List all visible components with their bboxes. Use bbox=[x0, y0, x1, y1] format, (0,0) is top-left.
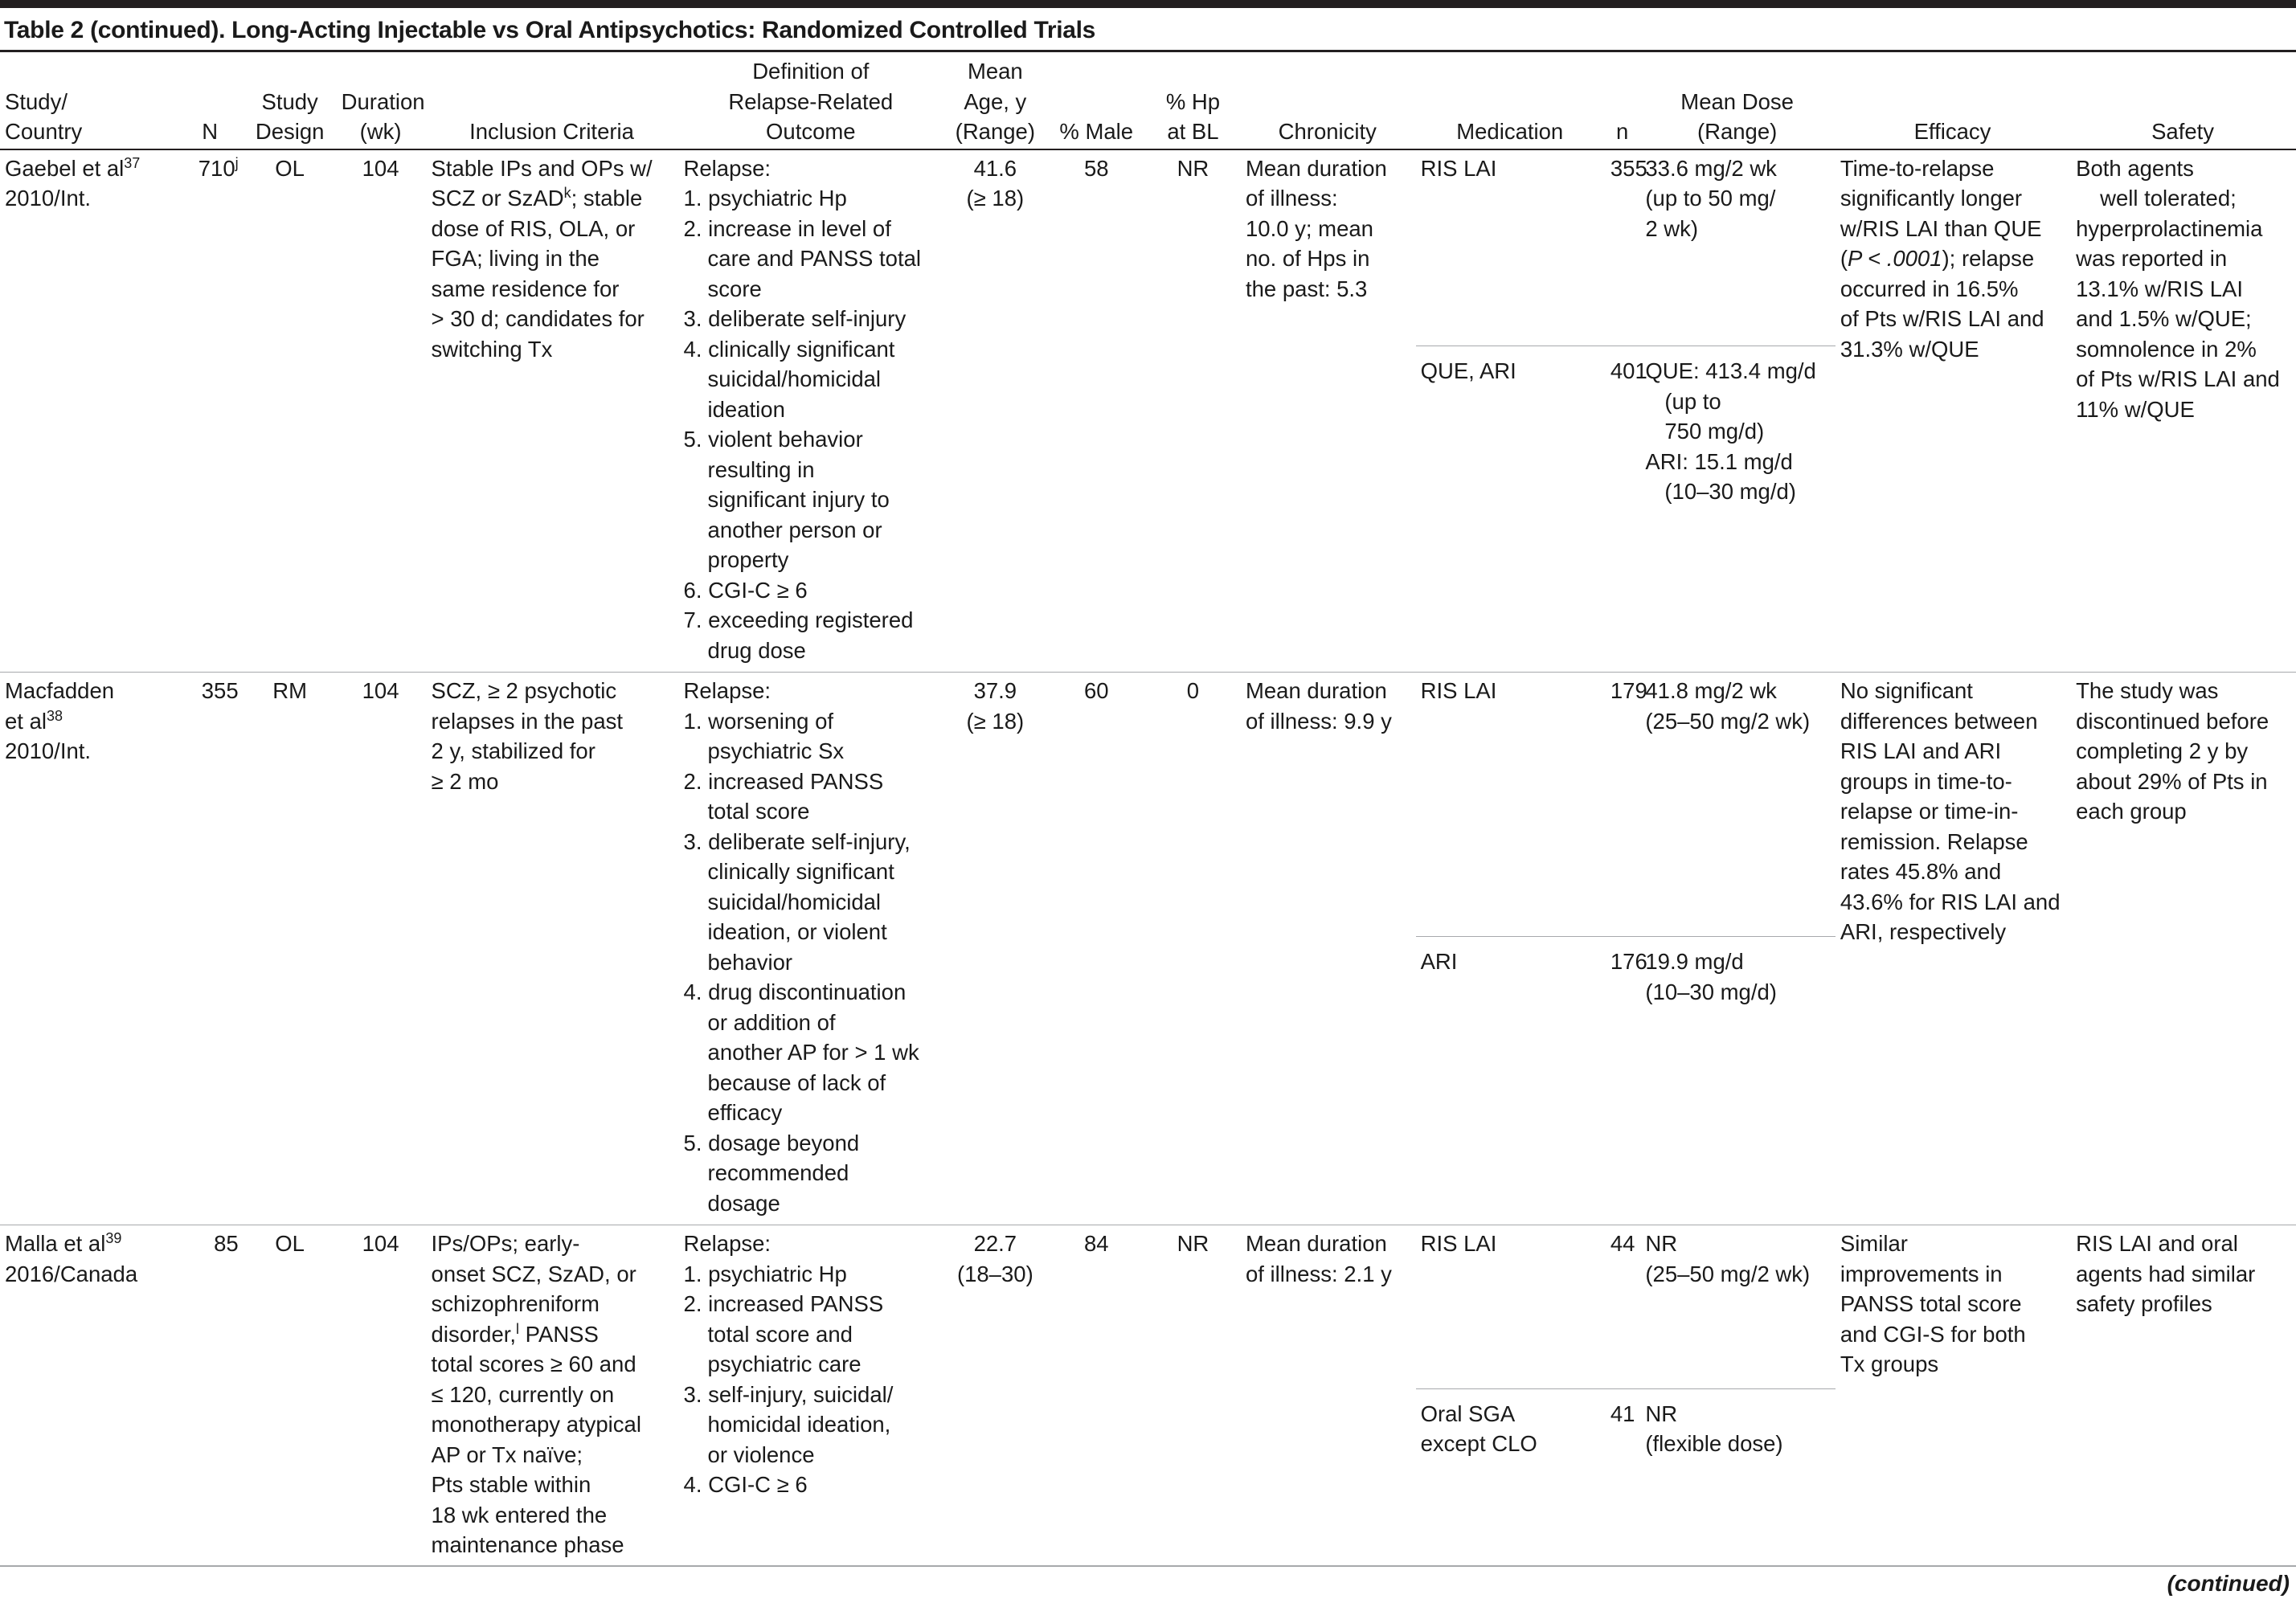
cell-inclusion: SCZ, ≥ 2 psychotic relapses in the past 2 y, stabilized for ≥ 2 mo bbox=[427, 673, 679, 1225]
cell-arm-n: 44 bbox=[1606, 1225, 1641, 1389]
header-chronicity: Chronicity bbox=[1241, 53, 1416, 149]
cell-medication: RIS LAI bbox=[1416, 1225, 1606, 1389]
table-title: Table 2 (continued). Long-Acting Injectable vs Oral Antipsychotics: Randomized Controlled Trials bbox=[4, 17, 1096, 43]
table-row-malla bbox=[0, 1225, 2296, 1389]
definition-item: homicidal ideation, bbox=[707, 1412, 891, 1437]
cell-age: 41.6 (≥ 18) bbox=[966, 155, 1025, 211]
reference-marker: 38 bbox=[46, 707, 63, 724]
cell-hp: 0 bbox=[1147, 673, 1241, 1225]
definition-item: 6. CGI-C ≥ 6 bbox=[683, 577, 808, 603]
cell-dose: 33.6 mg/2 wk (up to 50 mg/ 2 wk) bbox=[1645, 155, 1777, 241]
cell-efficacy: Time-to-relapse significantly longer w/RIS LAI than QUE (P < .0001); relapse occurred in 16.5% of Pts w/RIS LAI and 31.3% w/QUE bbox=[1840, 155, 2044, 362]
cell-design: RM bbox=[245, 673, 337, 1225]
footnote-marker: j bbox=[235, 154, 239, 171]
definition-item: property bbox=[707, 547, 789, 572]
cell-chronicity: Mean duration of illness: 10.0 y; mean no. of Hps in the past: 5.3 bbox=[1245, 155, 1387, 301]
header-medication: Medication bbox=[1416, 53, 1606, 149]
header-definition: Definition of Relapse-Related Outcome bbox=[679, 53, 945, 149]
header-safety: Safety bbox=[2071, 53, 2296, 149]
definition-item: another person or bbox=[707, 517, 882, 542]
top-rule bbox=[0, 0, 2296, 8]
cell-arm-n: 355 bbox=[1610, 155, 1647, 181]
definition-item-number: 2. bbox=[683, 1291, 702, 1316]
header-design: Study Design bbox=[245, 53, 337, 149]
definition-item-number: 3. bbox=[683, 306, 702, 331]
definition-item-number: 7. bbox=[683, 607, 702, 632]
cell-n: 355 bbox=[177, 673, 245, 1225]
cell-male: 84 bbox=[1048, 1225, 1147, 1567]
definition-item: 2. increased PANSS bbox=[683, 1291, 884, 1316]
definition-item-number: 4. bbox=[683, 979, 702, 1004]
cell-hp: NR bbox=[1147, 1225, 1241, 1567]
cell-study: Malla et $al^{39}$ 2016/Canada bbox=[0, 1225, 177, 1567]
definition-item-number: 4. bbox=[683, 1472, 702, 1497]
cell-arm-n: 401 bbox=[1606, 346, 1641, 673]
definition-item: 7. exceeding registered bbox=[683, 607, 914, 632]
definition-heading: Relapse: bbox=[683, 678, 771, 703]
definition-item: 1. psychiatric Hp bbox=[683, 186, 847, 211]
definition-item: drug dose bbox=[707, 637, 806, 663]
cell-study: Macfadden et $al^{38}$ 2010/Int. bbox=[0, 673, 177, 1225]
cell-arm-n: 176 bbox=[1606, 937, 1641, 1225]
cell-safety: Both agents well tolerated; hyperprolactinemia was reported in 13.1% w/RIS LAI and 1.5% w/QUE; somnolence in 2% of Pts w/RIS LAI and 11% w/QUE bbox=[2076, 155, 2280, 422]
cell-efficacy: Similar improvements in PANSS total score and CGI-S for both Tx groups bbox=[1836, 1225, 2071, 1567]
cell-medication: RIS LAI bbox=[1420, 155, 1497, 181]
definition-item: or addition of bbox=[707, 1009, 836, 1035]
cell-age: 22.7 (18–30) bbox=[944, 1225, 1047, 1567]
definition-item-number: 1. bbox=[683, 1261, 702, 1286]
cell-safety: RIS LAI and oral agents had similar safety profiles bbox=[2071, 1225, 2296, 1567]
cell-design: OL bbox=[275, 155, 305, 181]
definition-item: 1. worsening of bbox=[683, 708, 834, 734]
definition-heading: Relapse: bbox=[683, 1231, 771, 1256]
definition-item-number: 4. bbox=[683, 336, 702, 362]
cell-chronicity: Mean duration of illness: 9.9 y bbox=[1241, 673, 1416, 1225]
cell-n: 85 bbox=[177, 1225, 245, 1567]
cell-inclusion: IPs/OPs; early- onset SCZ, SzAD, or schizophreniform disorder,$^l$ PANSS total scores ≥ 60 and ≤ 120, currently on monotherapy atypical AP or Tx naïve; Pts stable within 18 wk entered the maintenance phase bbox=[427, 1225, 679, 1567]
definition-item: 3. deliberate self-injury bbox=[683, 306, 907, 331]
continued-label: (continued) bbox=[2167, 1571, 2290, 1596]
cell-inclusion: Stable IPs and OPs w/ SCZ or SzAD$^k$; stable dose of RIS, OLA, or FGA; living in the same residence for > 30 d; candidates for switching Tx bbox=[431, 155, 653, 362]
definition-item-number: 3. bbox=[683, 1381, 702, 1407]
cell-safety: The study was discontinued before completing 2 y by about 29% of Pts in each group bbox=[2071, 673, 2296, 1225]
rct-table bbox=[0, 53, 2296, 1567]
cell-male: 60 bbox=[1048, 673, 1147, 1225]
cell-medication: ARI bbox=[1416, 937, 1606, 1225]
definition-item: because of lack of bbox=[707, 1069, 886, 1095]
cell-chronicity: Mean duration of illness: 2.1 y bbox=[1241, 1225, 1416, 1567]
cell-duration: 104 bbox=[337, 1225, 427, 1567]
cell-duration: 104 bbox=[337, 673, 427, 1225]
definition-item: significant injury to bbox=[707, 487, 890, 512]
cell-dose: NR (flexible dose) bbox=[1640, 1388, 1835, 1566]
bottom-rule bbox=[0, 1565, 2296, 1567]
definition-item: 3. self-injury, suicidal/ bbox=[683, 1381, 894, 1407]
definition-item: clinically significant bbox=[707, 859, 894, 884]
header-efficacy: Efficacy bbox=[1836, 53, 2071, 149]
cell-dose: 41.8 mg/2 wk (25–50 mg/2 wk) bbox=[1640, 673, 1835, 937]
definition-item: behavior bbox=[707, 949, 793, 975]
cell-arm-n: 179 bbox=[1606, 673, 1641, 937]
definition-item: suicidal/homicidal bbox=[707, 366, 882, 391]
definition-item: total score and bbox=[707, 1321, 853, 1347]
definition-item-number: 1. bbox=[683, 708, 702, 734]
definition-item: 2. increase in level of bbox=[683, 215, 891, 241]
cell-definition bbox=[679, 673, 945, 1225]
definition-item: total score bbox=[707, 799, 810, 824]
definition-item: 5. violent behavior bbox=[683, 427, 863, 452]
definition-item-number: 5. bbox=[683, 1130, 702, 1155]
cell-arm-n: 41 bbox=[1606, 1388, 1641, 1566]
header-male: % Male bbox=[1048, 53, 1147, 149]
definition-heading: Relapse: bbox=[683, 155, 771, 181]
cell-study: Gaebel et $al^{37}$ 2010/Int. bbox=[5, 154, 141, 211]
footnote-marker: k bbox=[563, 184, 571, 201]
cell-male: 58 bbox=[1083, 155, 1109, 181]
table-body bbox=[0, 149, 2296, 1567]
header-study: Study/ Country bbox=[0, 53, 177, 149]
table-row-macfadden bbox=[0, 673, 2296, 937]
cell-definition bbox=[679, 1225, 945, 1567]
reference-marker: 39 bbox=[105, 1229, 122, 1246]
cell-dose: NR (25–50 mg/2 wk) bbox=[1640, 1225, 1835, 1389]
header-hp: % Hp at BL bbox=[1147, 53, 1241, 149]
header-dose: Mean Dose (Range) bbox=[1640, 53, 1835, 149]
definition-item: 2. increased PANSS bbox=[683, 768, 884, 794]
cell-duration: 104 bbox=[362, 155, 399, 181]
cell-hp: NR bbox=[1177, 155, 1209, 181]
cell-design: OL bbox=[245, 1225, 337, 1567]
definition-item: efficacy bbox=[707, 1100, 783, 1125]
table-header bbox=[0, 53, 2296, 149]
header-inclusion: Inclusion Criteria bbox=[427, 53, 679, 149]
definition-item-number: 2. bbox=[683, 215, 702, 241]
cell-medication: QUE, ARI bbox=[1416, 346, 1606, 673]
definition-item: dosage bbox=[707, 1190, 780, 1216]
definition-item: ideation bbox=[707, 396, 785, 422]
header-age: Mean Age, y (Range) bbox=[944, 53, 1047, 149]
definition-item: ideation, or violent bbox=[707, 919, 887, 944]
definition-item: 4. CGI-C ≥ 6 bbox=[683, 1472, 808, 1497]
definition-item: care and PANSS total bbox=[707, 246, 921, 271]
header-n: N bbox=[177, 53, 245, 149]
cell-dose: QUE: 413.4 mg/d (up to 750 mg/d) ARI: 15.1 mg/d (10–30 mg/d) bbox=[1640, 346, 1835, 673]
definition-item: another AP for > 1 wk bbox=[707, 1040, 919, 1065]
definition-item: 5. dosage beyond bbox=[683, 1130, 860, 1155]
cell-age: 37.9 (≥ 18) bbox=[944, 673, 1047, 1225]
definition-item: suicidal/homicidal bbox=[707, 889, 882, 914]
title-rule bbox=[0, 50, 2296, 52]
definition-item-number: 1. bbox=[683, 186, 702, 211]
definition-item: 1. psychiatric Hp bbox=[683, 1261, 847, 1286]
definition-item: score bbox=[707, 276, 762, 301]
footnote-marker: l bbox=[516, 1320, 520, 1337]
definition-item-number: 2. bbox=[683, 768, 702, 794]
table-row-gaebel bbox=[0, 149, 2296, 346]
cell-efficacy: No significant differences between RIS LAI and ARI groups in time-to- relapse or time-in- remission. Relapse rates 45.8% and 43.6% for RIS LAI and ARI, respectively bbox=[1836, 673, 2071, 1225]
definition-item-number: 6. bbox=[683, 577, 702, 603]
definition-item: psychiatric Sx bbox=[707, 738, 845, 763]
definition-item: or violence bbox=[707, 1441, 815, 1467]
definition-item: 3. deliberate self-injury, bbox=[683, 828, 911, 854]
definition-item-number: 5. bbox=[683, 427, 702, 452]
header-duration: Duration (wk) bbox=[337, 53, 427, 149]
cell-dose: 19.9 mg/d (10–30 mg/d) bbox=[1640, 937, 1835, 1225]
definition-item: psychiatric care bbox=[707, 1352, 862, 1376]
definition-item: resulting in bbox=[707, 456, 815, 482]
cell-definition bbox=[679, 149, 945, 673]
definition-item: 4. drug discontinuation bbox=[683, 979, 907, 1004]
cell-medication: Oral SGA except CLO bbox=[1416, 1388, 1606, 1566]
definition-item-number: 3. bbox=[683, 828, 702, 854]
header-arm-n: n bbox=[1606, 53, 1641, 149]
reference-marker: 37 bbox=[124, 154, 141, 171]
definition-item: recommended bbox=[707, 1160, 849, 1185]
cell-medication: RIS LAI bbox=[1416, 673, 1606, 937]
cell-n: 710$^j$ bbox=[198, 154, 239, 181]
definition-item: 4. clinically significant bbox=[683, 336, 895, 362]
